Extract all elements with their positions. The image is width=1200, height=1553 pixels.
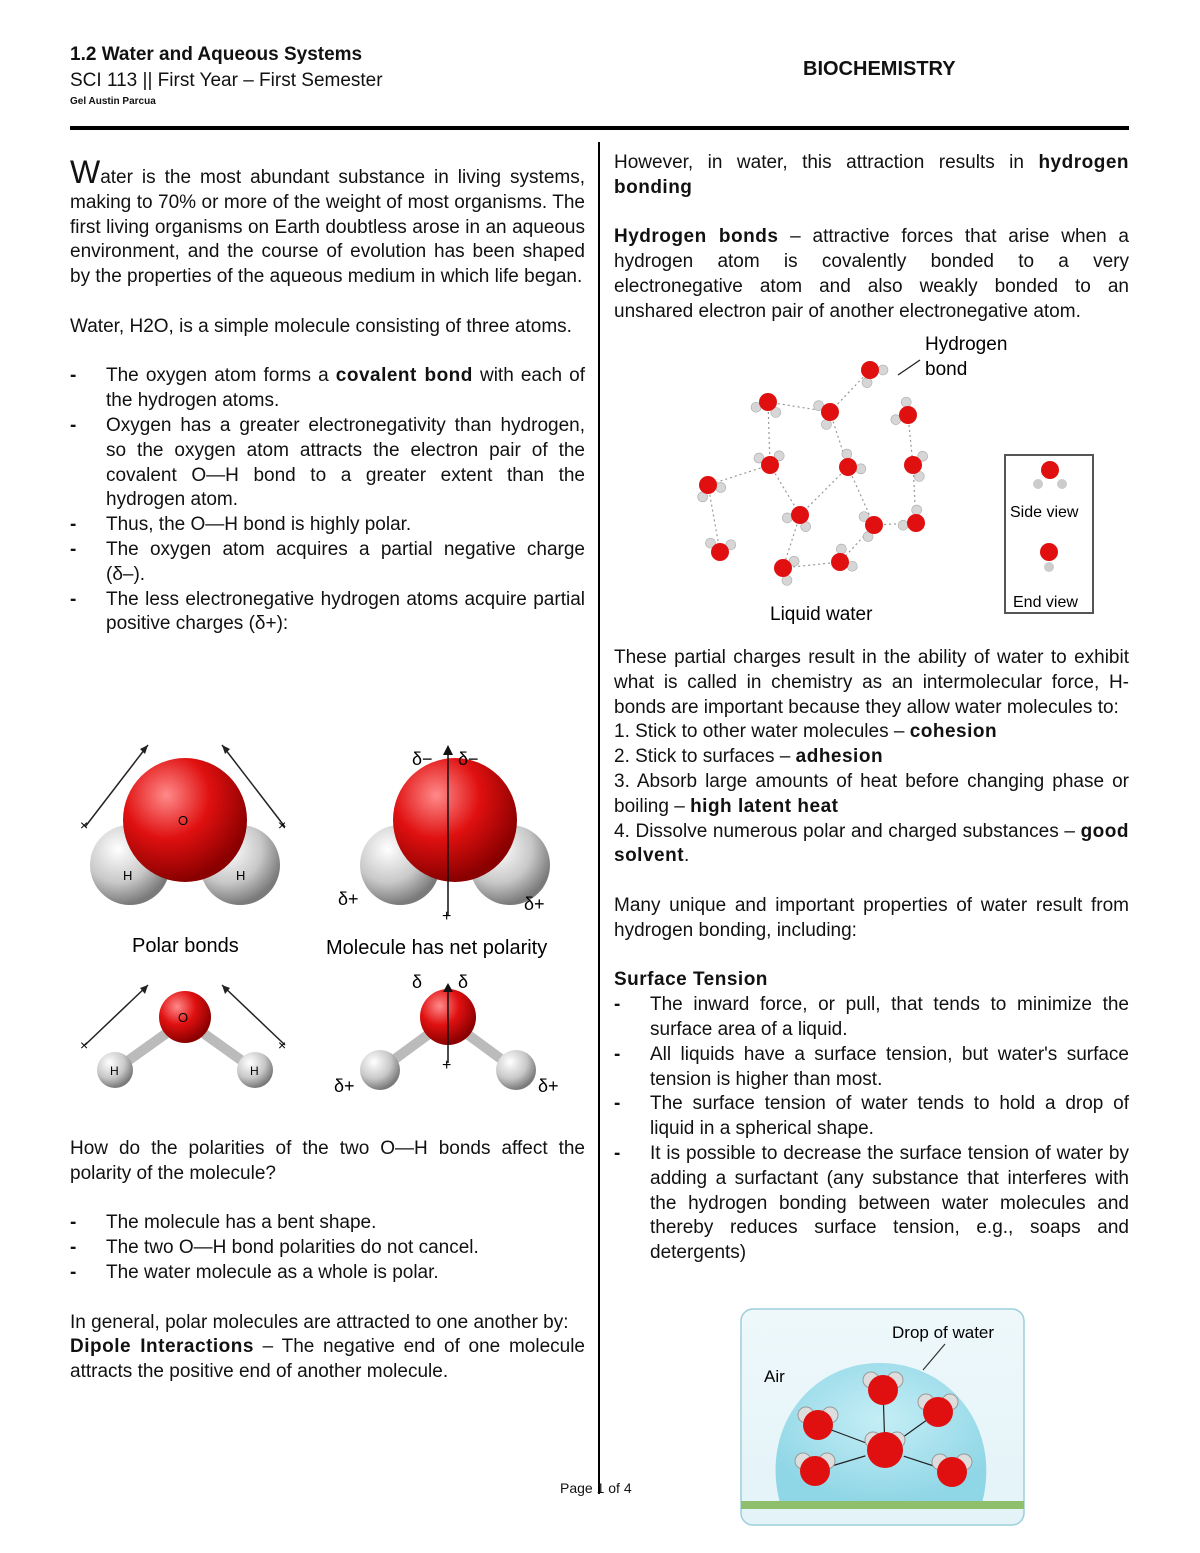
dipole-paragraph: Dipole Interactions – The negative end of one molecule attracts the positive end of another molecule. <box>70 1336 585 1383</box>
right-column-top <box>614 151 1129 325</box>
liquid-water-label: Liquid water <box>770 604 873 625</box>
list-item: - The oxygen atom forms a covalent bond with each of the hydrogen atoms. <box>70 364 585 414</box>
svg-text:H: H <box>110 1064 119 1078</box>
oxygen-atom <box>899 406 917 424</box>
list-item: - The molecule has a bent shape. <box>70 1211 585 1236</box>
oxygen-atom <box>839 458 857 476</box>
svg-text:O: O <box>178 813 189 828</box>
svg-text:δ−: δ− <box>458 749 479 769</box>
water-molecule <box>937 1457 967 1487</box>
polarity-figure <box>70 735 590 1115</box>
page-number: Page 1 of 4 <box>560 1480 632 1496</box>
hbond-label-1: Hydrogen <box>925 334 1008 355</box>
oxygen-atom <box>831 553 849 571</box>
polarity-list <box>70 1211 585 1285</box>
svg-text:×: × <box>278 1037 287 1053</box>
column-divider <box>598 142 600 1494</box>
polar-bonds-space-model <box>80 745 286 905</box>
subject-heading: BIOCHEMISTRY <box>803 58 956 80</box>
side-view-label: Side view <box>1010 504 1079 521</box>
intro-paragraph: Water is the most abundant substance in living systems, making to 70% or more of the weight of most organisms. The first living organisms on Earth doubtless arose in an aqueous environment, and the course of evolution has been shaped by the properties of the aqueous medium in which life began. <box>70 154 585 288</box>
list-item: - The inward force, or pull, that tends to minimize the surface area of a liquid. <box>614 993 1129 1043</box>
oxygen-atom <box>907 514 925 532</box>
oxygen-atom <box>699 476 717 494</box>
list-item: - Oxygen has a greater electronegativity than hydrogen, so the oxygen atom attracts the electron pair of the covalent O—H bond to a greater extent than the hydrogen atom. <box>70 414 585 513</box>
net-polarity-space-model <box>338 745 550 925</box>
numbered-item: 1. Stick to other water molecules – cohesion <box>614 721 998 743</box>
water-molecule <box>923 1397 953 1427</box>
polar-bonds-label: Polar bonds <box>132 935 239 957</box>
oxygen-atom <box>791 506 809 524</box>
molecule-paragraph: Water, H2O, is a simple molecule consisting of three atoms. <box>70 315 572 337</box>
drop-cap: W <box>70 154 101 190</box>
left-column-top <box>70 154 585 637</box>
svg-text:×: × <box>80 1037 89 1053</box>
oxygen-atom <box>865 516 883 534</box>
drop-label: Drop of water <box>892 1323 995 1342</box>
oxygen-atom <box>761 456 779 474</box>
water-molecule <box>868 1375 898 1405</box>
svg-text:H: H <box>236 868 246 883</box>
numbered-item: 3. Absorb large amounts of heat before changing phase or boiling – high latent heat <box>614 770 1129 817</box>
water-molecule <box>800 1456 830 1486</box>
list-item: - The water molecule as a whole is polar. <box>70 1261 585 1286</box>
svg-text:δ+: δ+ <box>338 889 359 909</box>
surface-tension-heading: Surface Tension <box>614 969 768 991</box>
air-label: Air <box>764 1367 785 1386</box>
header-rule <box>70 126 1129 130</box>
list-item: - It is possible to decrease the surface tension of water by adding a surfactant (any substance that interferes with the hydrogen bonding between water molecules and thereby reduces surface tension, e.g., soaps and detergents) <box>614 1142 1129 1266</box>
hbond-label-2: bond <box>925 359 968 380</box>
water-molecule <box>803 1410 833 1440</box>
svg-text:δ+: δ+ <box>538 1076 559 1096</box>
svg-text:×: × <box>80 817 89 833</box>
right-column-middle <box>614 646 1129 1266</box>
intermolecular-paragraph: These partial charges result in the ability of water to exhibit what is called in chemistry as an intermolecular force, H-bonds are important because they allow water molecules to: <box>614 647 1129 718</box>
polar-bonds-ball-model <box>80 985 286 1088</box>
oxygen-atom <box>904 456 922 474</box>
list-item: - Thus, the O—H bond is highly polar. <box>70 513 585 538</box>
author-name: Gel Austin Parcua <box>70 96 156 107</box>
svg-text:δ: δ <box>412 972 423 992</box>
svg-text:+: + <box>442 908 452 925</box>
numbered-item: 2. Stick to surfaces – adhesion <box>614 746 884 768</box>
list-item: - The oxygen atom acquires a partial negative charge (δ–). <box>70 538 585 588</box>
question-paragraph: How do the polarities of the two O—H bonds affect the polarity of the molecule? <box>70 1138 585 1184</box>
course-subtitle: SCI 113 || First Year – First Semester <box>70 70 383 91</box>
numbered-item: 4. Dissolve numerous polar and charged substances – good solvent. <box>614 820 1129 867</box>
oxygen-atom <box>759 393 777 411</box>
svg-text:δ+: δ+ <box>524 894 545 914</box>
svg-text:H: H <box>123 868 133 883</box>
surface-tension-list <box>614 993 1129 1266</box>
svg-text:O: O <box>178 1010 189 1025</box>
net-polarity-ball-model <box>334 972 559 1096</box>
end-view-label: End view <box>1013 594 1078 611</box>
hbond-definition: Hydrogen bonds – attractive forces that arise when a hydrogen atom is covalently bonded to a very electronegative atom and also weakly bonded to an unshared electron pair of another electronegative atom. <box>614 226 1129 322</box>
net-polarity-label: Molecule has net polarity <box>326 937 548 959</box>
document-title: 1.2 Water and Aqueous Systems <box>70 44 363 65</box>
water-drop-figure <box>740 1308 1025 1526</box>
svg-text:δ−: δ− <box>412 749 433 769</box>
oxygen-atom <box>821 403 839 421</box>
list-item: - The less electronegative hydrogen atoms acquire partial positive charges (δ+): <box>70 588 585 638</box>
svg-text:δ: δ <box>458 972 469 992</box>
list-item: - All liquids have a surface tension, but water's surface tension is higher than most. <box>614 1043 1129 1093</box>
list-item: - The surface tension of water tends to hold a drop of liquid in a spherical shape. <box>614 1092 1129 1142</box>
bond-list <box>70 364 585 637</box>
water-molecule <box>867 1432 903 1468</box>
oxygen-atom <box>861 361 879 379</box>
hydrogen-bond-figure <box>680 330 1120 630</box>
left-column-bottom <box>70 1137 585 1385</box>
svg-text:H: H <box>250 1064 259 1078</box>
svg-text:×: × <box>278 817 287 833</box>
hbond-intro: However, in water, this attraction results in hydrogen bonding <box>614 152 1129 198</box>
list-item: - The two O—H bond polarities do not cancel. <box>70 1236 585 1261</box>
oxygen-atom <box>711 543 729 561</box>
properties-paragraph: Many unique and important properties of water result from hydrogen bonding, including: <box>614 894 1129 941</box>
attraction-paragraph: In general, polar molecules are attracted to one another by: <box>70 1311 569 1333</box>
oxygen-atom <box>774 559 792 577</box>
svg-text:+: + <box>442 1057 452 1074</box>
svg-text:δ+: δ+ <box>334 1076 355 1096</box>
